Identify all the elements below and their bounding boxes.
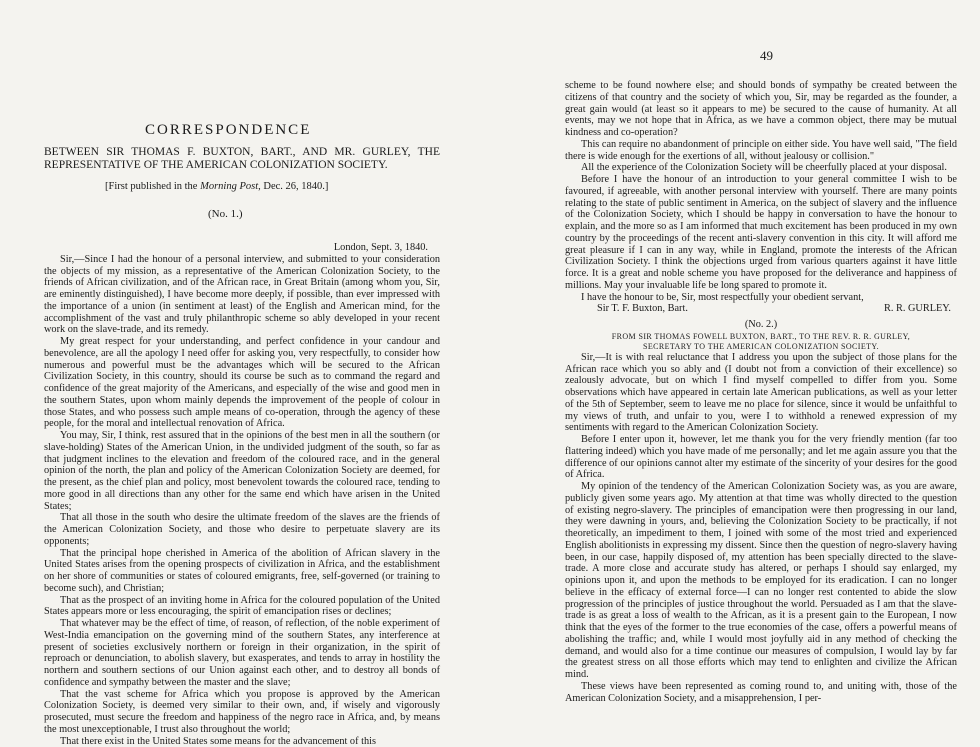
letter-2-header-line-1: FROM SIR THOMAS FOWELL BUXTON, BART., TO THE REV. R. R. GURLEY, — [565, 332, 957, 342]
letter-2-paragraph: These views have been represented as coming round to, and uniting with, those of the American Colonization Society, and a misapprehension, I per- — [565, 681, 957, 705]
letter-1-paragraph: That there exist in the United States some means for the advancement of this — [44, 736, 440, 747]
publication-note — [105, 181, 328, 193]
letter-1-paragraph: Sir,—Since I had the honour of a personal interview, and submitted to your consideration the objects of my mission, as a representative of the American Colonization Society, to the friends of African civilization, and of the African race, in Great Britain (among whom you, Sir, are eminently distinguished), I have become more deeply, if possible, than ever impressed with the importance of a union (in sentiment at least) of the English and American mind, for the accomplishment of the vast and truly philanthropic scheme so ably developed in your recent work on the slave-trade, and its remedy. — [44, 254, 440, 336]
page-number: 49 — [760, 48, 773, 64]
letter-1-paragraph: You may, Sir, I think, rest assured that in the opinions of the best men in all the southern (or slave-holding) States of the American Union, in the undivided judgment of the south, so far as that judgment inclines to the elevation and freedom of the coloured race, and in the general opinion of the north, the plan and policy of the American Colonization Society are deemed, for the present, as the chief plan and policy, most benevolent towards the coloured race, tending to more good in all directions than any other for the same end which have arisen in the United States; — [44, 430, 440, 512]
letter-1-signature: R. R. GURLEY. — [884, 303, 957, 315]
letter-1-continuation — [565, 80, 957, 704]
letter-1-paragraph: That whatever may be the effect of time, of reason, of reflection, of the noble experiment of West-India emancipation on the governing mind of the southern States, any interference at present of societies exclusively northern or foreign in their organization, in the spirit of reproach or denunciation, to abolish slavery, but exasperates, and tends to array in hostility the northern and southern sections of our Union against each other, and to destroy all bonds of confidence and sympathy between the master and the slave; — [44, 618, 440, 689]
letter-1-paragraph: scheme to be found nowhere else; and should bonds of sympathy be created between the citizens of that country and the society of which you, Sir, may be regarded as the founder, a great gain would (at least so it appears to me) be secured to the cause of humanity. At all events, may we not hope that in Africa, as we have a common object, there may be mutual kindness and co-operation? — [565, 80, 957, 139]
letter-1-paragraph: This can require no abandonment of principle on either side. You have well said, "The field there is wide enough for the exertions of all, without jealousy or collision." — [565, 139, 957, 163]
letter-2-paragraph: My opinion of the tendency of the American Colonization Society was, as you are aware, publicly given some years ago. My attention at that time was wholly directed to the question of existing negro-slavery. The principles of emancipation were then progressing in our land, they were dawning in yours, and, believing the Colonization Society to be practically, if not theoretically, an impediment to them, I joined with some of the most tried and experienced English abolitionists in expressing my dissent. Since then the question of negro-slavery having been, in our case, happily disposed of, my attention has been specially directed to the slave-trade. A more close and accurate study has altered, or perhaps I should say enlarged, my opinions upon it, and upon the methods to be employed for its eradication. I can no longer believe in the efficacy of external force—I can no longer rest contented to abide the slow progression of the principles of justice throughout the world. Persuaded as I am that the slave-trade is as great a loss of wealth to the African, as it is a present gain to the European, I now think that the eyes of the former to the true economies of the case, offers a powerful means of abolishing the traffic; and, while I would most joyfully aid in any method of checking the demand, and would also for a time continue our measures of compulsion, I would lay by far the greatest stress on all those efforts which may tend to enlighten and civilize the African mind. — [565, 481, 957, 681]
publication-paper-name: Morning Post — [200, 181, 258, 192]
letter-1-body — [44, 242, 440, 747]
letter-1-paragraph: That all those in the south who desire the ultimate freedom of the slaves are the friends of the American Colonization Society, and those who desire to perpetuate slavery are its opponents; — [44, 512, 440, 547]
letter-1-paragraph: My great respect for your understanding, and perfect confidence in your candour and benevolence, are all the apology I need offer for asking you, very respectfully, to consider how numerous and powerful must be the advantages which will be secured to the African Civilization Society, in this country, should its course be such as to command the regard and confidence of the great majority of the Americans, and especially of the wise and good men in the southern States, upon whom mainly depends the improvement of the people of colour in those States, and who possess such ample means of co-operation, through the agency of these people, for the moral and intellectual renovation of Africa. — [44, 336, 440, 430]
letter-1-addressee: Sir T. F. Buxton, Bart. — [565, 303, 688, 315]
letter-1-paragraph: All the experience of the Colonization Society will be cheerfully placed at your disposal. — [565, 162, 957, 174]
letter-1-paragraph: That the principal hope cherished in America of the abolition of African slavery in the United States arises from the opening prospects of civilization in Africa, and the establishment on her shore of communities or states of coloured emigrants, free, self-governed (or training to become such), and Christian; — [44, 548, 440, 595]
letter-1-paragraph: That the vast scheme for Africa which you propose is approved by the American Colonization Society, is deemed very similar to their own, and, if wisely and vigorously prosecuted, must secure the freedom and happiness of the negro race in Africa, and, by means the most unexceptionable, I trust also throughout the world; — [44, 689, 440, 736]
publication-note-prefix: [First published in the — [105, 181, 200, 192]
letter-1-paragraph: That as the prospect of an inviting home in Africa for the coloured population of the United States appears more or less encouraging, the spirit of emancipation rises or declines; — [44, 595, 440, 619]
page-subtitle: BETWEEN SIR THOMAS F. BUXTON, BART., AND MR. GURLEY, THE REPRESENTATIVE OF THE AMERICAN COLONIZATION SOCIETY. — [44, 146, 440, 171]
letter-1-number: (No. 1.) — [208, 209, 243, 221]
letter-2-paragraph: Before I enter upon it, however, let me thank you for the very friendly mention (far too flattering indeed) which you have made of me personally; and let me again assure you that the difference of our opinions cannot alter my estimate of the sincerity of your desires for the good of Africa. — [565, 434, 957, 481]
letter-1-signature-line — [565, 303, 957, 315]
letter-1-closing: I have the honour to be, Sir, most respectfully your obedient servant, — [565, 292, 957, 304]
letter-2-number: (No. 2.) — [565, 319, 957, 331]
letter-2-paragraph: Sir,—It is with real reluctance that I address you upon the subject of those plans for the African race which you so ably and (I doubt not from a conviction of their excellence) so zealously advocate, but on which I find myself compelled to differ from you. Some observations which have appeared in certain late American publications, as well as your letter of the 5th of September, seem to leave me no place for silence, since it would be unfaithful to my views of truth, and unfair to you, were I to withhold a renewed expression of my sentiments with regard to the American Colonization Society. — [565, 352, 957, 434]
letter-1-dateline: London, Sept. 3, 1840. — [44, 242, 440, 254]
letter-2-header-line-2: SECRETARY TO THE AMERICAN COLONIZATION SOCIETY. — [565, 342, 957, 352]
page-title: CORRESPONDENCE — [145, 125, 311, 137]
letter-1-paragraph: Before I have the honour of an introduction to your general committee I wish to be favoured, if agreeable, with another personal interview with yourself. There are many points relating to the state of public sentiment in America, on the subject of slavery and the influence of the Colonization Society, which I should be happy in conversation to have the honour to explain, and the more so as I am informed that much excitement has been produced in my own country by the proceedings of the recent anti-slavery convention in this city. It will afford me great pleasure if I can in any way, while in England, promote the interests of the African Civilization Society. I think the objections urged from various quarters against it have little force. It is a great and noble scheme you have proposed for the deliverance and happiness of millions. May your invaluable life be long spared to promote it. — [565, 174, 957, 292]
publication-note-suffix: , Dec. 26, 1840.] — [258, 181, 328, 192]
